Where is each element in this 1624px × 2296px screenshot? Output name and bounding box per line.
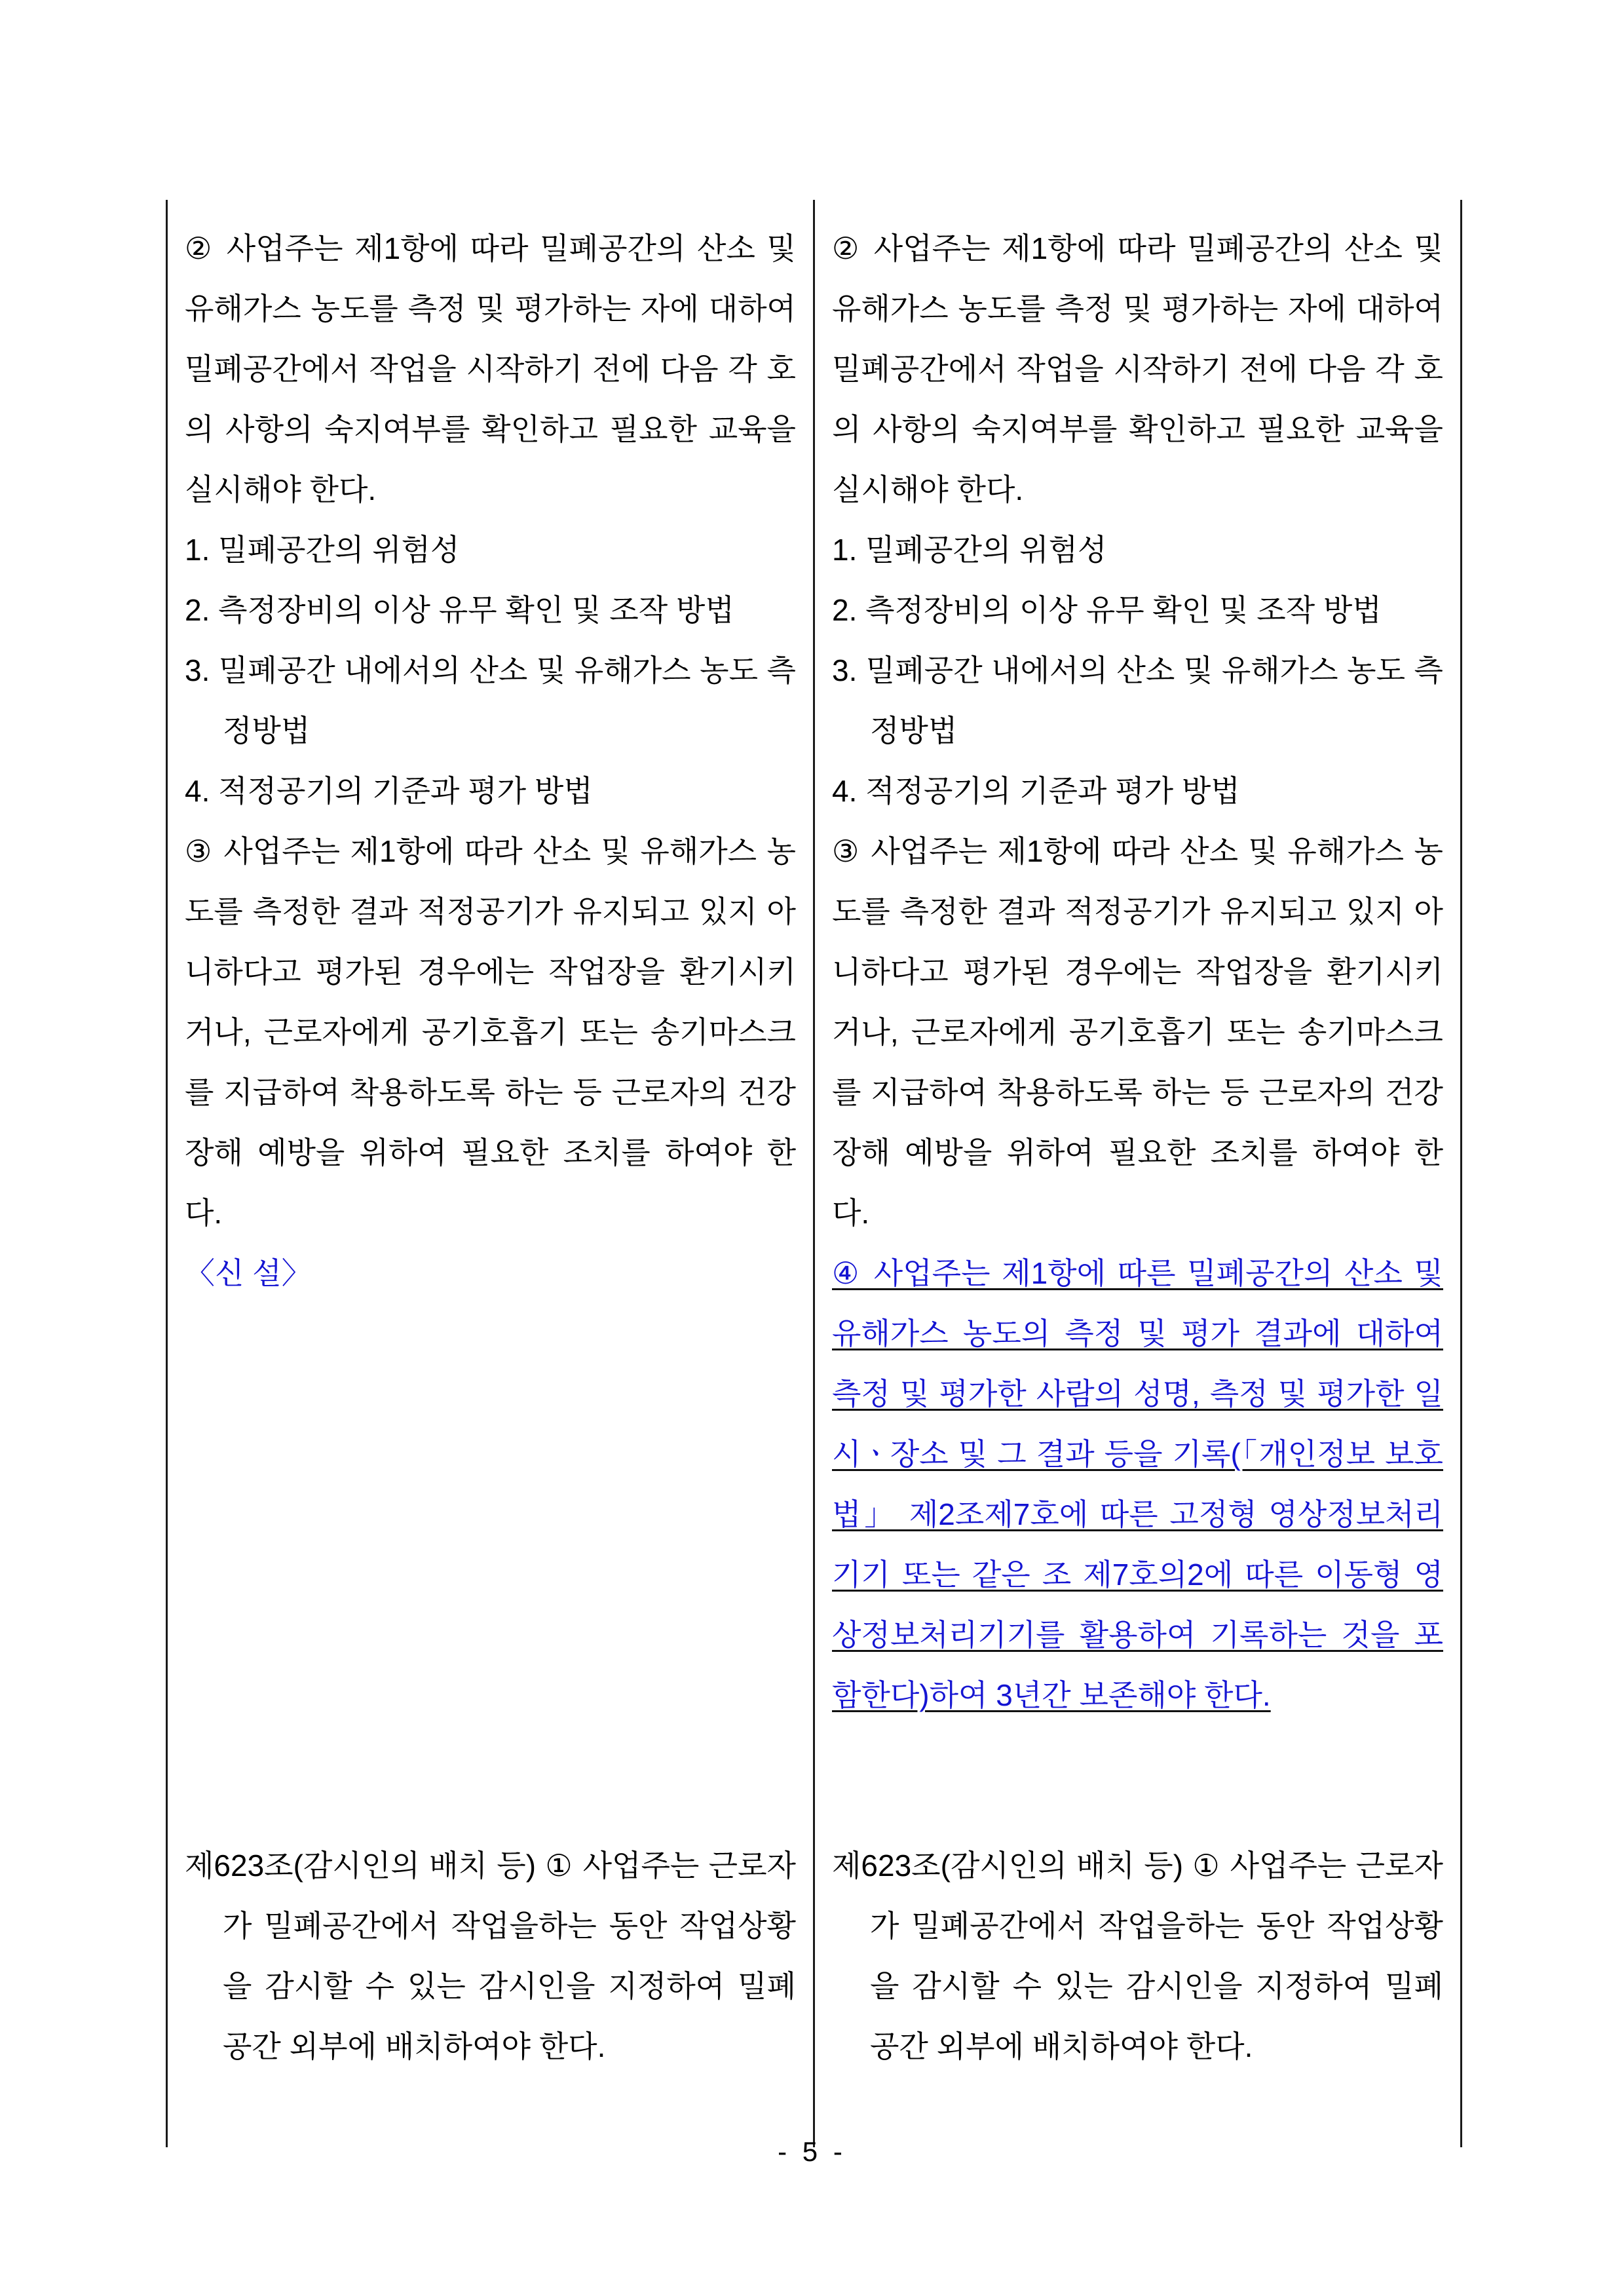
amended-provision-content [832, 200, 1443, 1824]
current-article-623-content [185, 1824, 796, 2147]
amended-article-623-paragraph: 제623조(감시인의 배치 등) ① 사업주는 근로자가 밀폐공간에서 작업을하는 동안 작업상황을 감시할 수 있는 감시인을 지정하여 밀폐공간 외부에 배치하여야 한다. [832, 1848, 1443, 2063]
amended-clause-2-item-4: 4. 적정공기의 기준과 평가 방법 [832, 774, 1240, 808]
page-number: - 5 - [778, 2136, 846, 2167]
new-provision-marker-label: 〈신 설〉 [185, 1256, 312, 1290]
amended-provision-cell [814, 200, 1462, 1824]
amended-clause-3-paragraph: ③ 사업주는 제1항에 따라 산소 및 유해가스 농도를 측정한 결과 적정공기가 유지되고 있지 아니하다고 평가된 경우에는 작업장을 환기시키거나, 근로자에게 공기호흡기 또는 송기마스크를 지급하여 착용하도록 하는 등 근로자의 건강장해 예방을 위하여 필요한 조치를 하여야 한다. [832, 834, 1443, 1230]
clause-2-item-2: 2. 측정장비의 이상 유무 확인 및 조작 방법 [185, 593, 734, 627]
table-row [167, 200, 1462, 1824]
amended-clause-2-item-3: 3. 밀폐공간 내에서의 산소 및 유해가스 농도 측정방법 [832, 653, 1443, 748]
amendment-comparison-table [166, 200, 1462, 2147]
new-provision-marker [185, 1243, 796, 1303]
table-row [167, 1824, 1462, 2147]
amended-article-623-cell [814, 1824, 1462, 2147]
article-623-paragraph: 제623조(감시인의 배치 등) ① 사업주는 근로자가 밀폐공간에서 작업을하는 동안 작업상황을 감시할 수 있는 감시인을 지정하여 밀폐공간 외부에 배치하여야 한다. [185, 1848, 796, 2063]
clause-2-paragraph: ② 사업주는 제1항에 따라 밀폐공간의 산소 및 유해가스 농도를 측정 및 평가하는 자에 대하여 밀폐공간에서 작업을 시작하기 전에 다음 각 호의 사항의 숙지여부를 확인하고 필요한 교육을 실시해야 한다. [185, 231, 796, 507]
clause-2-item-4: 4. 적정공기의 기준과 평가 방법 [185, 774, 593, 808]
clause-2-item-3: 3. 밀폐공간 내에서의 산소 및 유해가스 농도 측정방법 [185, 653, 796, 748]
amended-article-623-content [832, 1824, 1443, 2147]
amended-clause-2-paragraph: ② 사업주는 제1항에 따라 밀폐공간의 산소 및 유해가스 농도를 측정 및 평가하는 자에 대하여 밀폐공간에서 작업을 시작하기 전에 다음 각 호의 사항의 숙지여부를 확인하고 필요한 교육을 실시해야 한다. [832, 231, 1443, 507]
current-article-623-cell [167, 1824, 814, 2147]
clause-3-paragraph: ③ 사업주는 제1항에 따라 산소 및 유해가스 농도를 측정한 결과 적정공기가 유지되고 있지 아니하다고 평가된 경우에는 작업장을 환기시키거나, 근로자에게 공기호흡기 또는 송기마스크를 지급하여 착용하도록 하는 등 근로자의 건강장해 예방을 위하여 필요한 조치를 하여야 한다. [185, 834, 796, 1230]
current-provision-content [185, 200, 796, 1763]
clause-2-item-1: 1. 밀폐공간의 위험성 [185, 533, 460, 567]
amended-clause-4-paragraph: ④ 사업주는 제1항에 따른 밀폐공간의 산소 및 유해가스 농도의 측정 및 평가 결과에 대하여 측정 및 평가한 사람의 성명, 측정 및 평가한 일시ㆍ장소 및 그 결과 등을 기록(「개인정보 보호법」 제2조제7호에 따른 고정형 영상정보처리기기 또는 같은 조 제7호의2에 따른 이동형 영상정보처리기기를 활용하여 기록하는 것을 포함한다)하여 3년간 보존해야 한다. [832, 1256, 1443, 1712]
current-provision-cell [167, 200, 814, 1824]
amended-clause-2-item-1: 1. 밀폐공간의 위험성 [832, 533, 1107, 567]
amended-clause-2-item-2: 2. 측정장비의 이상 유무 확인 및 조작 방법 [832, 593, 1382, 627]
layout-spacer [185, 1303, 796, 1665]
